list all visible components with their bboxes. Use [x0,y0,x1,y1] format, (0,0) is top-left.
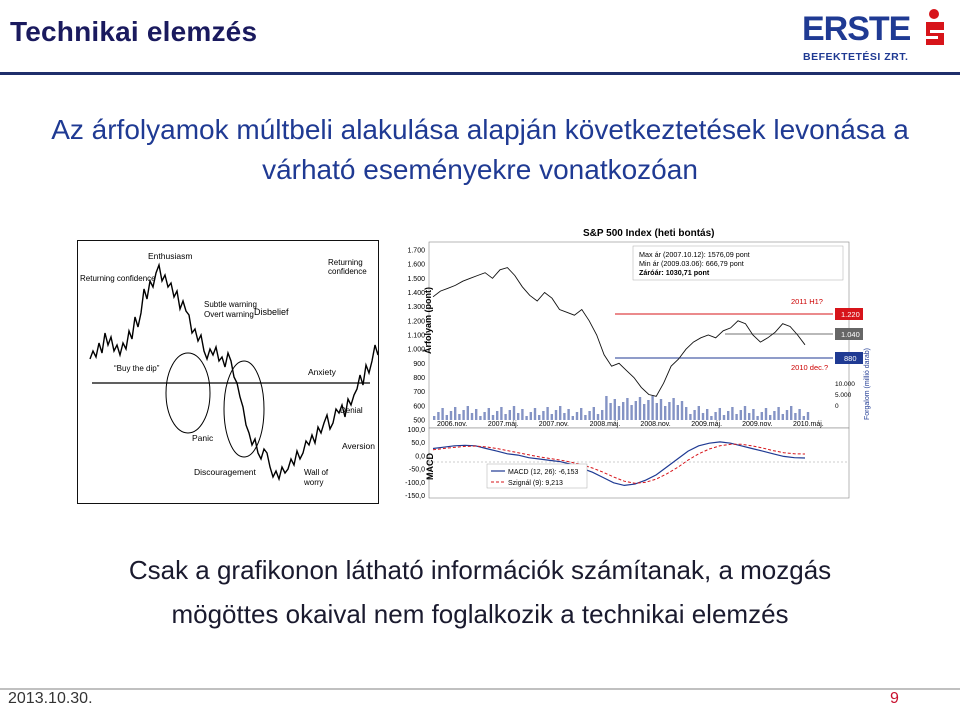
price-y-tick: 800 [413,375,425,382]
wall-of-worry-circle-1 [166,353,210,433]
volume-bar [437,412,439,420]
legend-macd-label: MACD (12, 26): -6,153 [508,469,579,476]
level-880-label: 880 [844,354,857,363]
volume-bar [630,405,632,420]
label-returning-right-2: confidence [328,267,367,276]
volume-bar [521,409,523,420]
volume-bar [538,415,540,420]
macd-axis-label: MACD [425,453,435,480]
volume-bar [664,406,666,420]
volume-bar [622,402,624,420]
volume-bar [584,415,586,420]
price-y-tick: 900 [413,360,425,368]
label-buy-the-dip: “Buy the dip” [114,364,160,373]
price-y-tick: 1.600 [407,261,425,269]
volume-bar [546,407,548,420]
volume-bar [609,403,611,420]
macd-y-tick: 100,0 [407,427,425,434]
label-returning-right-1: Returning [328,258,363,267]
price-y-tick: 1.500 [407,275,425,283]
volume-bar [748,413,750,420]
volume-bar [500,407,502,420]
market-psychology-figure [77,240,379,504]
footer-divider [0,688,960,690]
sp500-chart [395,224,875,500]
volume-bar [714,412,716,420]
level-1220-label: 1.220 [841,310,860,319]
volume-bar [626,398,628,420]
erste-logo [798,6,950,66]
volume-bar [551,414,553,420]
volume-bar [593,407,595,420]
info-close: Záróár: 1030,71 pont [639,268,710,277]
label-wall-of-worry-2: worry [304,478,324,487]
volume-bar [601,410,603,420]
slide-caption [0,548,960,636]
legend-signal-label: Szignál (9): 9,213 [508,480,563,487]
volume-bar [752,409,754,420]
volume-bar [777,407,779,420]
erste-logo-graphic [798,6,950,66]
volume-bar [756,416,758,420]
x-tick: 2008.nov. [640,421,671,428]
macd-y-tick: -100,0 [405,479,425,487]
macd-y-tick: -150,0 [405,493,425,500]
caption-line-1: Csak a grafikonon látható információk számítanak, a mozgás [128,555,832,585]
volume-bar [467,406,469,420]
label-overt-warning: Overt warning [204,310,254,319]
subtitle-line-2: várható eseményekre vonatkozóan [262,154,698,185]
volume-bar [517,413,519,420]
volume-bar [635,401,637,420]
volume-bar [492,415,494,420]
volume-bar [458,414,460,420]
volume-bar [769,415,771,420]
logo-brand-text: ERSTE [802,10,911,48]
volume-bar [794,413,796,420]
volume-bar [677,405,679,420]
macd-y-tick: -50,0 [409,466,425,474]
volume-bar [735,414,737,420]
volume-tick: 5.000 [835,392,852,399]
volume-bar [572,416,574,420]
volume-bar [668,402,670,420]
x-tick: 2009.máj. [691,421,723,428]
price-y-ticks [407,248,425,425]
x-tick: 2007.máj. [487,421,519,428]
volume-bar [496,411,498,420]
volume-bar [525,416,527,420]
volume-bar [685,407,687,420]
label-subtle-warning: Subtle warning [204,300,257,309]
volume-bar [488,408,490,420]
volume-bar [710,416,712,420]
x-tick: 2010.máj. [793,421,824,428]
logo-sub-text: BEFEKTETÉSI ZRT. [803,51,909,63]
volume-bar [576,412,578,420]
volume-bar [790,406,792,420]
volume-bar [605,396,607,420]
volume-bar [462,410,464,420]
volume-bar [446,415,448,420]
volume-bar [509,410,511,420]
volume-bar [672,398,674,420]
volume-bar [727,411,729,420]
label-returning-confidence-left: Returning confidence [80,274,156,283]
price-y-tick: 500 [413,417,425,425]
sp500-chart-svg [395,224,875,500]
volume-bar [744,406,746,420]
chart-title: S&P 500 Index (heti bontás) [583,228,715,239]
volume-bar [786,410,788,420]
volume-bar [555,410,557,420]
volume-bar [441,408,443,420]
page-number: 9 [890,690,899,707]
volume-tick: 10.000 [835,381,855,388]
volume-bar [450,411,452,420]
volume-bar [580,408,582,420]
volume-bar [681,401,683,420]
annotation-2010-dec: 2010 dec.? [791,363,829,372]
market-psychology-svg [78,241,378,503]
volume-bar [530,412,532,420]
volume-bar [563,413,565,420]
volume-bar [618,406,620,420]
volume-bar [513,406,515,420]
label-panic: Panic [192,433,214,443]
macd-y-tick: 0,0 [415,453,425,461]
volume-bar [614,399,616,420]
volume-bar [782,414,784,420]
info-max: Max ár (2007.10.12): 1576,09 pont [639,250,750,259]
volume-bar [647,400,649,420]
title-divider [0,72,960,75]
volume-bar [693,410,695,420]
macd-y-tick: 50,0 [411,440,425,448]
annotation-2011-h1: 2011 H1? [791,297,823,306]
volume-bar [773,411,775,420]
volume-bar [798,409,800,420]
label-aversion: Aversion [342,441,375,451]
macd-y-ticks [405,427,425,500]
volume-bar [504,414,506,420]
x-tick: 2008.máj. [589,421,621,428]
volume-bar [660,399,662,420]
volume-bar [761,412,763,420]
volume-bar [597,414,599,420]
price-y-tick: 1.700 [407,247,425,255]
volume-bar [534,408,536,420]
footer-date: 2013.10.30. [8,690,93,707]
volume-bar [651,396,653,420]
volume-bar [483,412,485,420]
x-tick: 2006.nov. [437,421,468,428]
label-wall-of-worry-1: Wall of [304,468,329,477]
volume-bar [803,416,805,420]
volume-axis-label: Forgalom (millió darab) [864,348,871,420]
volume-bar [433,416,435,420]
volume-bar [588,411,590,420]
price-y-tick: 1.400 [407,290,425,297]
volume-bar [689,414,691,420]
price-axis-label: Árfolyam (pont) [423,287,433,354]
volume-bar [475,409,477,420]
volume-bar [643,404,645,420]
volume-bar [740,410,742,420]
volume-bar [807,412,809,420]
label-discouragement: Discouragement [194,467,256,477]
volume-tick: 0 [835,403,839,410]
slide-subtitle [0,110,960,190]
volume-bar [731,407,733,420]
volume-bar [656,403,658,420]
volume-bar [479,416,481,420]
volume-bar [454,407,456,420]
x-tick: 2009.nov. [742,421,773,428]
subtitle-line-1: Az árfolyamok múltbeli alakulása alapján következtetések levonása a [51,114,909,145]
price-y-tick: 700 [413,389,425,397]
price-y-tick: 1.100 [407,332,425,340]
volume-bar [698,406,700,420]
info-min: Min ár (2009.03.06): 666,79 pont [639,259,744,268]
label-disbelief: Disbelief [254,307,289,317]
label-denial: Denial [340,406,363,415]
x-tick: 2007.nov. [538,421,569,428]
label-anxiety: Anxiety [308,367,336,377]
price-y-tick: 1.000 [407,346,425,354]
slide-title: Technikai elemzés [10,16,258,47]
volume-bar [542,411,544,420]
volume-bar [567,409,569,420]
label-enthusiasm: Enthusiasm [148,251,193,261]
price-y-tick: 1.300 [407,304,425,312]
caption-line-2: mögöttes okaival nem foglalkozik a technikai elemzés [171,599,789,629]
price-y-tick: 1.200 [407,318,425,326]
volume-bar [719,408,721,420]
volume-bar [723,415,725,420]
volume-bar [639,397,641,420]
volume-bar [702,413,704,420]
volume-bar [706,409,708,420]
volume-bar [765,408,767,420]
volume-bar [559,406,561,420]
level-1040-label: 1.040 [841,330,860,339]
price-y-tick: 600 [413,403,425,411]
sparkasse-s-icon [926,9,944,45]
volume-bar [471,413,473,420]
